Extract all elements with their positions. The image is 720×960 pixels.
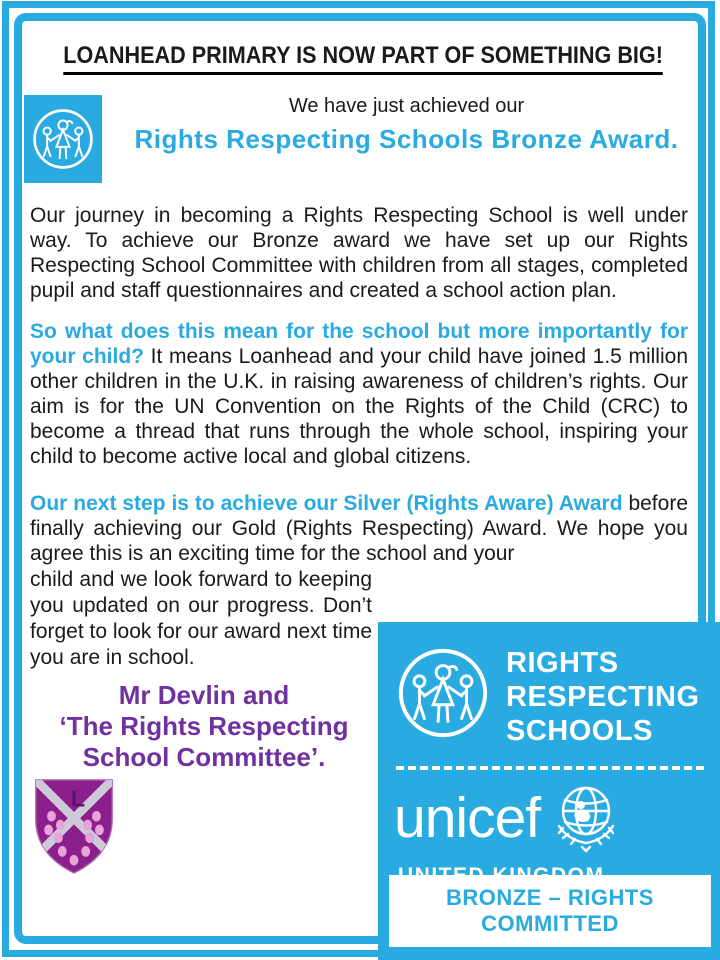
award-line: Rights Respecting Schools Bronze Award.: [134, 124, 679, 154]
badge-title: [506, 646, 700, 748]
badge-footer-strip: [389, 875, 711, 947]
award-header: [30, 95, 688, 187]
school-crest-icon: [30, 778, 118, 874]
signature: [30, 680, 378, 773]
paragraph-next-step-lead: Our next step is to achieve our Silver (Rights Aware) Award: [30, 492, 623, 515]
badge-title-line-2: RESPECTING: [506, 681, 700, 713]
unicef-wordmark: unicef: [394, 785, 541, 850]
unicef-globe-icon: [546, 778, 626, 858]
page-title: LOANHEAD PRIMARY IS NOW PART OF SOMETHING BIG!: [63, 42, 663, 75]
rrsa-children-icon: [394, 644, 492, 742]
badge-status-label: BRONZE – RIGHTS COMMITTED: [446, 885, 654, 936]
badge-title-line-1: RIGHTS: [506, 647, 619, 679]
rrsa-bronze-badge: [378, 622, 720, 960]
paragraph-meaning-rest: It means Loanhead and your child have joined 1.5 million other children in the U.K. in raising awareness of children’s rights. Our aim is for the UN Convention on the Rights of the Child (CRC) to become a thread that runs through the whole school, inspiring your child to become active local and global citizens.: [30, 345, 688, 468]
paragraph-meaning-lead: So what does this mean for the school but more importantly for your child?: [30, 320, 688, 368]
badge-dashed-divider: [396, 766, 704, 770]
badge-title-line-3: SCHOOLS: [506, 715, 653, 747]
intro-line: We have just achieved our: [288, 95, 525, 117]
signature-line-2: ‘The Rights Respecting: [59, 711, 349, 741]
svg-text:L: L: [70, 785, 86, 812]
paragraph-next-step: [30, 491, 688, 566]
paragraph-meaning: [30, 319, 688, 469]
paragraph-next-step-rest: before finally achieving our Gold (Rights Respecting) Award. We hope you agree this is an exciting time for the school and your: [30, 492, 688, 565]
signature-line-3: School Committee’.: [82, 742, 326, 772]
paragraph-journey: Our journey in becoming a Rights Respecting School is well under way. To achieve our Bronze award we have set up our Rights Respecting School Committee with children from all stages, completed pupil and staff questionnaires and created a school action plan.: [30, 204, 688, 302]
signature-line-1: Mr Devlin and: [118, 680, 290, 710]
paragraph-next-step-wrapped: child and we look forward to keeping you updated on our progress. Don’t forget to look for our award next time you are in school.: [30, 568, 372, 669]
rrsa-children-icon: [24, 95, 102, 183]
